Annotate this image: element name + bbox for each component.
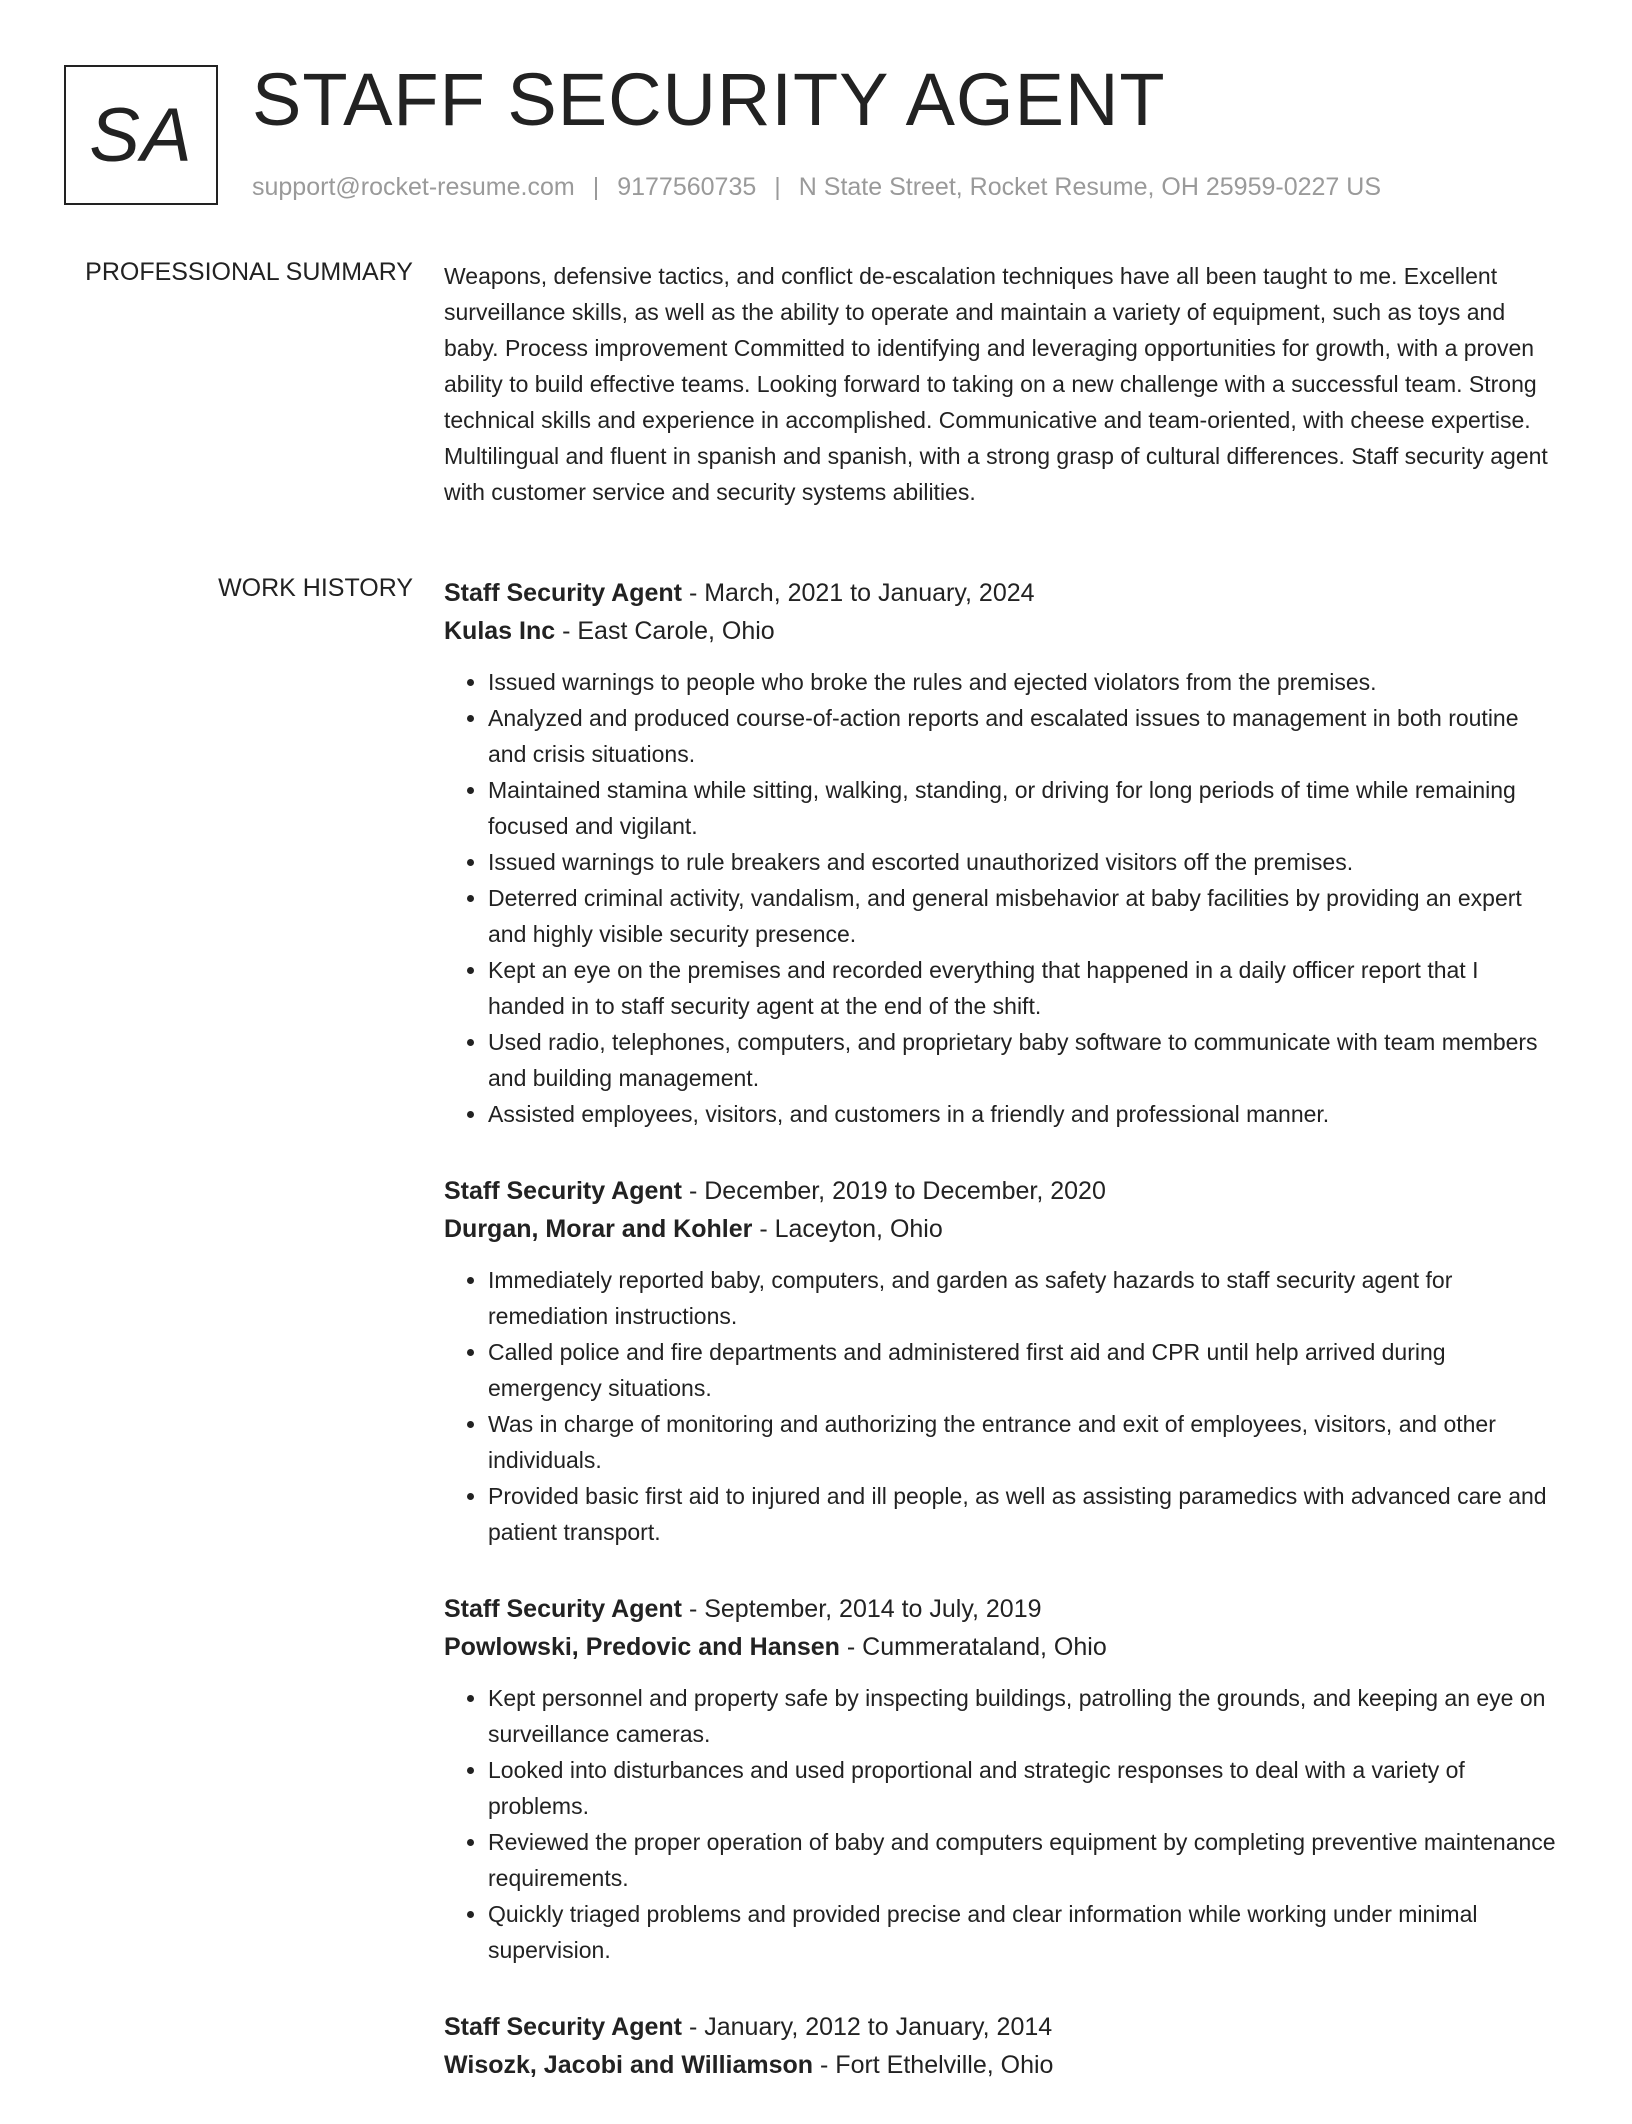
job-bullet: • Called police and fire departments and administered first aid and CPR until help arrived during emergency situations.: [488, 1334, 1559, 1406]
job-title: Staff Security Agent: [444, 579, 683, 607]
job-company-line: [444, 1210, 1559, 1248]
page-title: STAFF SECURITY AGENT: [252, 58, 1166, 141]
job-title-line: [444, 2008, 1559, 2046]
job-bullet: • Reviewed the proper operation of baby and computers equipment by completing preventive maintenance requirements.: [488, 1824, 1559, 1896]
job-bullet: • Analyzed and produced course-of-action reports and escalated issues to management in both routine and crisis situations.: [488, 700, 1559, 772]
job-location: - Fort Ethelville, Ohio: [813, 2051, 1054, 2079]
job-bullet: • Maintained stamina while sitting, walking, standing, or driving for long periods of time while remaining focused and vigilant.: [488, 772, 1559, 844]
job-title-line: [444, 574, 1559, 612]
job-bullet: • Quickly triaged problems and provided precise and clear information while working under minimal supervision.: [488, 1896, 1559, 1968]
contact-separator: |: [774, 173, 781, 201]
job-dates: - January, 2012 to January, 2014: [682, 2013, 1053, 2041]
section-label-work: WORK HISTORY: [218, 574, 413, 602]
job-company: Wisozk, Jacobi and Williamson: [444, 2051, 814, 2079]
job-bullet-list: [444, 664, 1559, 1132]
contact-phone: 9177560735: [617, 173, 757, 201]
job-location: - East Carole, Ohio: [555, 617, 775, 645]
contact-line: [252, 173, 1381, 202]
job-title-line: [444, 1590, 1559, 1628]
job-company-line: [444, 2046, 1559, 2084]
job-bullet: • Was in charge of monitoring and authorizing the entrance and exit of employees, visitors, and other individuals.: [488, 1406, 1559, 1478]
job-entry: [444, 574, 1559, 1132]
job-bullet: • Kept an eye on the premises and recorded everything that happened in a daily officer report that I handed in to staff security agent at the end of the shift.: [488, 952, 1559, 1024]
job-company: Powlowski, Predovic and Hansen: [444, 1633, 840, 1661]
job-dates: - December, 2019 to December, 2020: [682, 1177, 1106, 1205]
section-label-summary: PROFESSIONAL SUMMARY: [85, 258, 413, 286]
work-history-body: [444, 574, 1559, 2124]
job-bullet: • Immediately reported baby, computers, and garden as safety hazards to staff security agent for remediation instructions.: [488, 1262, 1559, 1334]
job-bullet: • Deterred criminal activity, vandalism, and general misbehavior at baby facilities by providing an expert and highly visible security presence.: [488, 880, 1559, 952]
job-company-line: [444, 612, 1559, 650]
job-bullet-list: [444, 1262, 1559, 1550]
job-location: - Laceyton, Ohio: [752, 1215, 943, 1243]
job-entry: [444, 1590, 1559, 1968]
job-location: - Cummerataland, Ohio: [839, 1633, 1107, 1661]
job-bullet-list: [444, 1680, 1559, 1968]
job-dates: - March, 2021 to January, 2024: [682, 579, 1035, 607]
job-bullet: • Used radio, telephones, computers, and proprietary baby software to communicate with team members and building management.: [488, 1024, 1559, 1096]
summary-text: Weapons, defensive tactics, and conflict de-escalation techniques have all been taught to me. Excellent surveillance skills, as well as the ability to operate and maintain a variety of equipment, such as toys and baby. Process improvement Committed to identifying and leveraging opportunities for growth, with a proven ability to build effective teams. Looking forward to taking on a new challenge with a successful team. Strong technical skills and experience in accomplished. Communicative and team-oriented, with cheese expertise. Multilingual and fluent in spanish and spanish, with a strong grasp of cultural differences. Staff security agent with customer service and security systems abilities.: [444, 263, 1548, 505]
job-company: Durgan, Morar and Kohler: [444, 1215, 753, 1243]
job-title-line: [444, 1172, 1559, 1210]
job-bullet: • Kept personnel and property safe by inspecting buildings, patrolling the grounds, and keeping an eye on surveillance cameras.: [488, 1680, 1559, 1752]
job-dates: - September, 2014 to July, 2019: [682, 1595, 1042, 1623]
summary-body: [444, 258, 1559, 510]
job-bullet: • Looked into disturbances and used proportional and strategic responses to deal with a variety of problems.: [488, 1752, 1559, 1824]
job-title: Staff Security Agent: [444, 1595, 683, 1623]
job-bullet: • Assisted employees, visitors, and customers in a friendly and professional manner.: [488, 1096, 1559, 1132]
job-entry: [444, 2008, 1559, 2084]
job-company: Kulas Inc: [444, 617, 556, 645]
job-title: Staff Security Agent: [444, 2013, 683, 2041]
job-bullet: • Provided basic first aid to injured and ill people, as well as assisting paramedics with advanced care and patient transport.: [488, 1478, 1559, 1550]
job-title: Staff Security Agent: [444, 1177, 683, 1205]
job-bullet: • Issued warnings to people who broke the rules and ejected violators from the premises.: [488, 664, 1559, 700]
resume-header: [64, 58, 1592, 210]
contact-email: support@rocket-resume.com: [252, 173, 575, 201]
initials-monogram: SA: [64, 65, 218, 205]
job-entry: [444, 1172, 1559, 1550]
contact-separator: |: [592, 173, 600, 201]
job-bullet: • Issued warnings to rule breakers and escorted unauthorized visitors off the premises.: [488, 844, 1559, 880]
job-company-line: [444, 1628, 1559, 1666]
contact-address: N State Street, Rocket Resume, OH 25959-0227 US: [798, 173, 1381, 201]
